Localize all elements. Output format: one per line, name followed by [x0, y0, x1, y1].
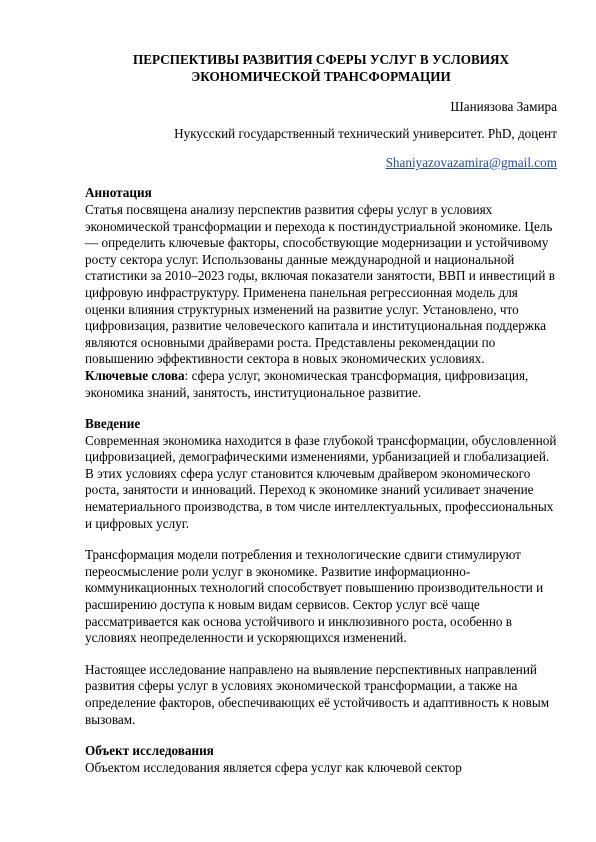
author-affiliation: Нукусский государственный технический университет. PhD, доцент — [174, 126, 557, 142]
author-email-link[interactable]: Shaniyazovazamira@gmail.com — [385, 154, 557, 170]
abstract-heading: Аннотация — [85, 185, 152, 201]
object-heading: Объект исследования — [85, 743, 214, 759]
article-title-line-1: ПЕРСПЕКТИВЫ РАЗВИТИЯ СФЕРЫ УСЛУГ В УСЛОВИЯХ — [132, 52, 510, 67]
keywords-label: Ключевые слова — [85, 367, 185, 383]
object-text: Объектом исследования является сфера услуг как ключевой сектор — [85, 759, 462, 775]
introduction-paragraph-2: Трансформация модели потребления и технологические сдвиги стимулируют переосмысление роли услуг в экономике. Развитие информационно-коммуникационных технологий способствует повышению производительности и расширению доступа к новым видам сервисов. Сектор услуг всё чаще рассматривается как основа устойчивого и инклюзивного роста, особенно в условиях неопределенности и ускоряющихся изменений. — [85, 547, 544, 646]
keywords-line — [85, 368, 557, 401]
introduction-paragraph-1: Современная экономика находится в фазе глубокой трансформации, обусловленной цифровизацией, демографическими изменениями, урбанизацией и глобализацией. В этих условиях сфера услуг становится ключевым драйвером экономического роста, занятости и инноваций. Переход к экономике знаний усиливает значение нематериального производства, в том числе интеллектуальных, профессиональных и цифровых услуг. — [85, 432, 557, 531]
article-title — [85, 52, 557, 86]
abstract-text: Статья посвящена анализу перспектив развития сферы услуг в условиях экономической трансформации и перехода к постиндустриальной экономике. Цель — определить ключевые факторы, способствующие модернизации и устойчивому росту сектора услуг. Использованы данные международной и национальной статистики за 2010–2023 годы, включая показатели занятости, ВВП и инвестиций в цифровую инфраструктуру. Применена панельная регрессионная модель для оценки влияния структурных изменений на развитие услуг. Установлено, что цифровизация, развитие человеческого капитала и институциональная поддержка являются основными драйверами роста. Представлены рекомендации по повышению эффективности сектора в новых экономических условиях. — [85, 201, 555, 367]
author-name: Шаниязова Замира — [450, 98, 557, 114]
keywords-text: : сфера услуг, экономическая трансформация, цифровизация, экономика знаний, занятость, институциональное развитие. — [85, 367, 529, 400]
document-page — [85, 52, 557, 776]
article-title-line-2: ЭКОНОМИЧЕСКОЙ ТРАНСФОРМАЦИИ — [191, 68, 451, 84]
introduction-paragraph-3: Настоящее исследование направлено на выявление перспективных направлений развития сферы услуг в условиях экономической трансформации, а также на определение факторов, обеспечивающих её устойчивость и адаптивность к новым вызовам. — [85, 661, 550, 727]
email-line — [85, 155, 557, 172]
introduction-heading: Введение — [85, 416, 141, 432]
